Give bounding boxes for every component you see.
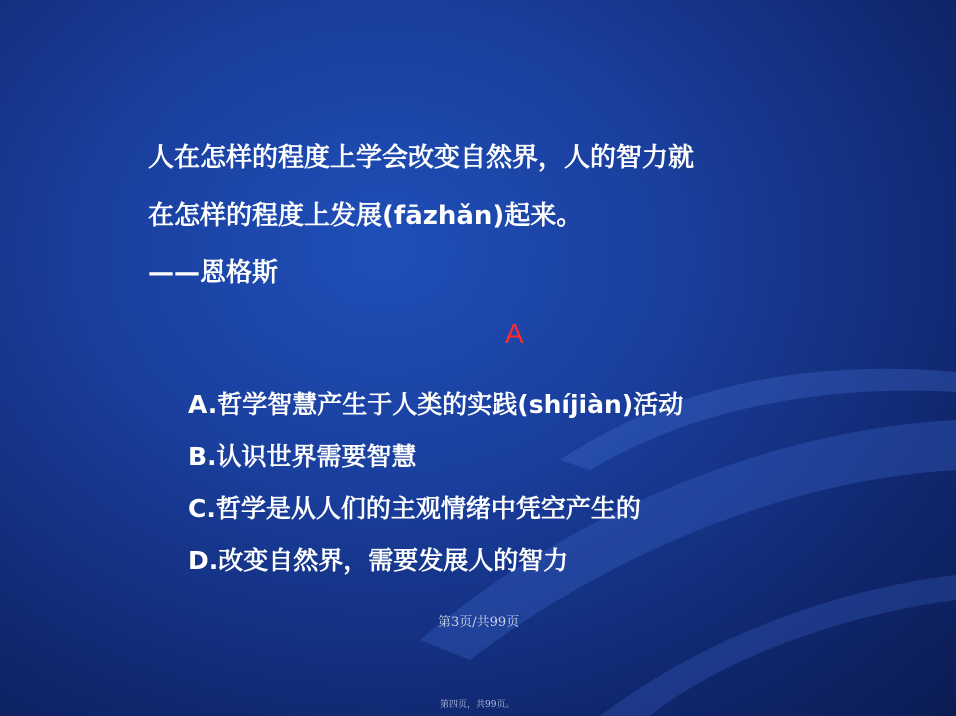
quote-line-2: 在怎样的程度上发展(fāzhǎn)起来。 (148, 201, 583, 231)
option-c: C.哲学是从人们的主观情绪中凭空产生的 (188, 494, 641, 523)
option-a: A.哲学智慧产生于人类的实践(shíjiàn)活动 (188, 390, 684, 419)
page-number: 第3页/共99页 (438, 615, 520, 630)
quote-line-1: 人在怎样的程度上学会改变自然界，人的智力就 (148, 143, 695, 173)
answer-label: A (505, 318, 524, 349)
option-d: D.改变自然界，需要发展人的智力 (188, 546, 569, 575)
footer-text: 第四页，共99页。 (440, 700, 515, 710)
quote-author: ——恩格斯 (148, 258, 279, 288)
option-b: B.认识世界需要智慧 (188, 442, 417, 471)
